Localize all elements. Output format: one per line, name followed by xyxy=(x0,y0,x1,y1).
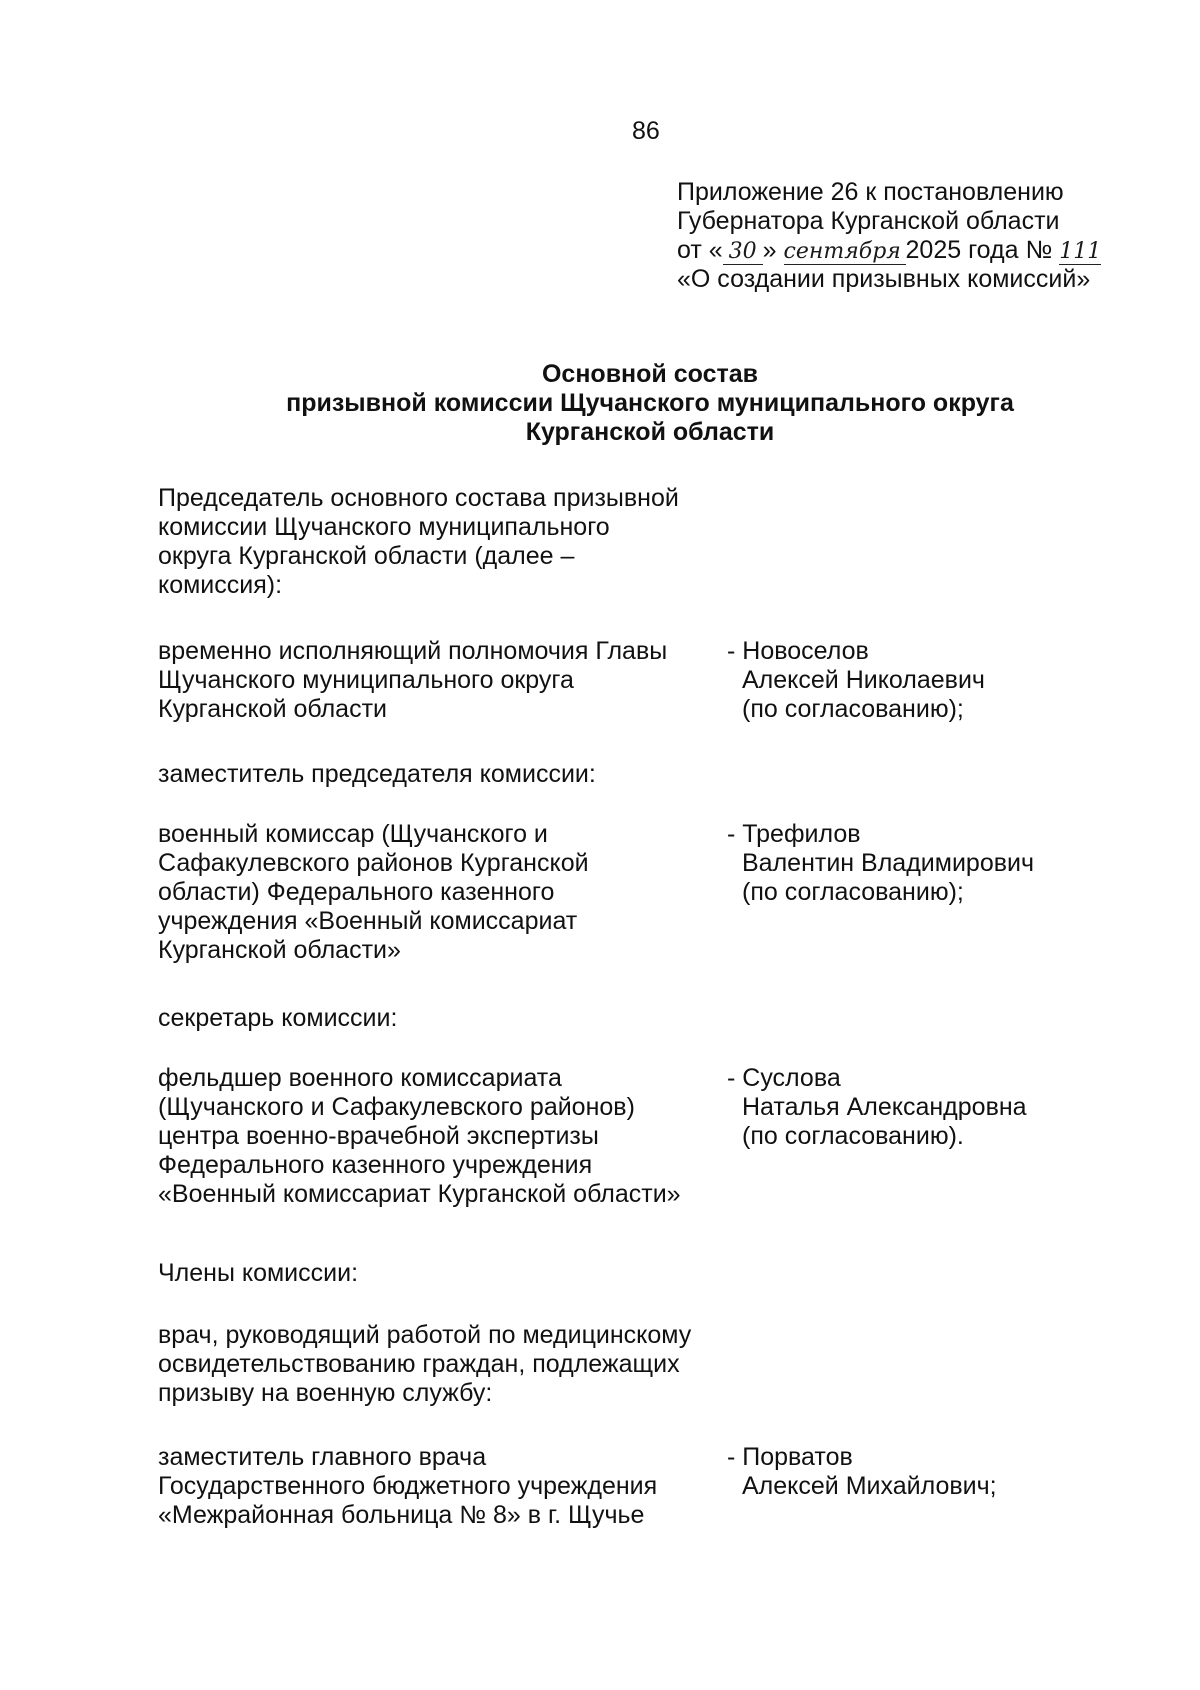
role-line: учреждения «Военный комиссариат xyxy=(158,907,578,935)
role-line: (Щучанского и Сафакулевского районов) xyxy=(158,1093,635,1121)
document-title xyxy=(0,360,1200,447)
role-line: «Межрайонная больница № 8» в г. Щучье xyxy=(158,1501,645,1529)
secretary-role xyxy=(158,1064,718,1209)
chairman-person xyxy=(727,637,1107,724)
page-number: 86 xyxy=(632,117,660,145)
appendix-date-line xyxy=(677,236,1157,265)
person-name: Алексей Михайлович; xyxy=(742,1472,997,1500)
members-heading: Члены комиссии: xyxy=(158,1259,359,1287)
person-surname: - Трефилов xyxy=(727,820,861,848)
handwritten-month: сентября xyxy=(784,240,906,265)
date-year-text: 2025 года № xyxy=(905,236,1053,264)
title-line-1: Основной состав xyxy=(541,360,759,388)
doctor-person xyxy=(727,1443,1107,1501)
appendix-line-4: «О создании призывных комиссий» xyxy=(677,265,1091,293)
role-line: временно исполняющий полномочия Главы xyxy=(158,637,668,665)
doctor-heading-line: освидетельствованию граждан, подлежащих xyxy=(158,1350,680,1378)
title-line-2: призывной комиссии Щучанского муниципального округа xyxy=(286,389,1014,417)
person-surname: - Новоселов xyxy=(727,637,869,665)
role-line: Курганской области xyxy=(158,695,388,723)
doctor-role xyxy=(158,1443,718,1530)
secretary-person xyxy=(727,1064,1107,1151)
secretary-heading: секретарь комиссии: xyxy=(158,1004,398,1032)
person-note: (по согласованию); xyxy=(742,878,964,906)
appendix-line-1: Приложение 26 к постановлению xyxy=(677,178,1064,206)
role-line: центра военно-врачебной экспертизы xyxy=(158,1122,599,1150)
chairman-role xyxy=(158,637,718,724)
person-name: Наталья Александровна xyxy=(742,1093,1027,1121)
role-line: военный комиссар (Щучанского и xyxy=(158,820,548,848)
doctor-heading xyxy=(158,1321,718,1408)
date-close-quote: » xyxy=(762,236,777,264)
appendix-line-2: Губернатора Курганской области xyxy=(677,207,1060,235)
role-line: Щучанского муниципального округа xyxy=(158,666,574,694)
person-name: Алексей Николаевич xyxy=(742,666,985,694)
role-line: «Военный комиссариат Курганской области» xyxy=(158,1180,681,1208)
doctor-heading-line: врач, руководящий работой по медицинскому xyxy=(158,1321,692,1349)
person-note: (по согласованию); xyxy=(742,695,964,723)
chairman-heading-line: комиссии Щучанского муниципального xyxy=(158,513,610,541)
role-line: Государственного бюджетного учреждения xyxy=(158,1472,658,1500)
person-surname: - Суслова xyxy=(727,1064,841,1092)
role-line: фельдшер военного комиссариата xyxy=(158,1064,562,1092)
person-note: (по согласованию). xyxy=(742,1122,964,1150)
person-surname: - Порватов xyxy=(727,1443,853,1471)
person-name: Валентин Владимирович xyxy=(742,849,1034,877)
doctor-heading-line: призыву на военную службу: xyxy=(158,1379,493,1407)
chairman-heading-line: округа Курганской области (далее – xyxy=(158,542,575,570)
role-line: Федерального казенного учреждения xyxy=(158,1151,593,1179)
appendix-header xyxy=(677,178,1157,294)
handwritten-day: 30 xyxy=(723,240,763,265)
deputy-person xyxy=(727,820,1107,907)
title-line-3: Курганской области xyxy=(525,418,775,446)
date-prefix: от « xyxy=(677,236,723,264)
chairman-heading-line: комиссия): xyxy=(158,571,283,599)
role-line: Сафакулевского районов Курганской xyxy=(158,849,589,877)
deputy-role xyxy=(158,820,718,965)
role-line: Курганской области» xyxy=(158,936,401,964)
chairman-heading-line: Председатель основного состава призывной xyxy=(158,484,679,512)
handwritten-number: 111 xyxy=(1059,239,1102,264)
deputy-heading: заместитель председателя комиссии: xyxy=(158,760,596,788)
role-line: области) Федерального казенного xyxy=(158,878,555,906)
chairman-heading xyxy=(158,484,718,600)
role-line: заместитель главного врача xyxy=(158,1443,487,1471)
